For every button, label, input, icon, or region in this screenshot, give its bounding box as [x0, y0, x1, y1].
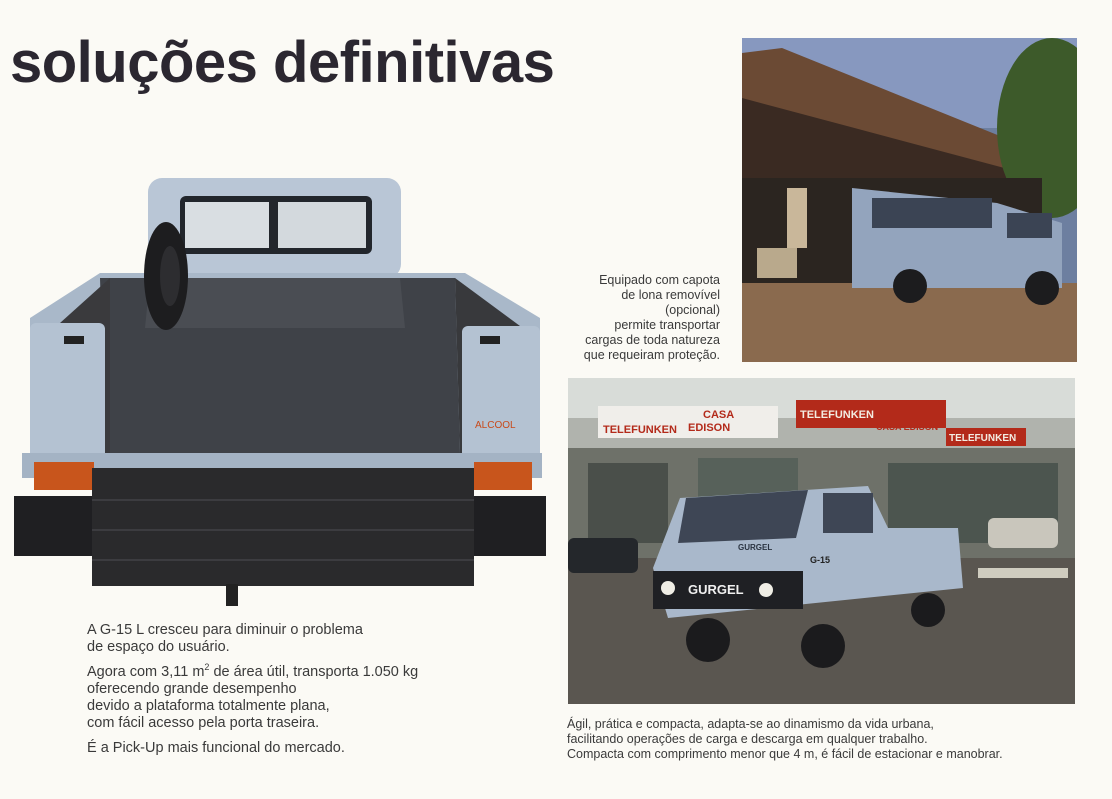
tailgate — [92, 468, 474, 586]
headline: soluções definitivas — [10, 30, 555, 95]
caption-line: permite transportar — [614, 318, 720, 332]
description-paragraph — [87, 664, 487, 732]
text-line: Agora com 3,11 $m^2$ de área útil, transporta 1.050 kg — [87, 662, 419, 680]
caption-line: Compacta com comprimento menor que 4 m, é fácil de estacionar e manobrar. — [567, 747, 1003, 761]
person — [787, 188, 807, 248]
caption-line: Ágil, prática e compacta, adapta-se ao dinamismo da vida urbana, — [567, 717, 934, 731]
person — [757, 248, 797, 278]
alcool-badge: ALCOOL — [475, 420, 516, 431]
description-paragraph — [87, 622, 487, 656]
street-photo-caption — [567, 717, 1107, 762]
superscript: 2 — [204, 662, 210, 673]
svg-text:G-15: G-15 — [810, 555, 831, 565]
pickup-rear-photo — [0, 168, 565, 613]
parked-car — [988, 518, 1058, 548]
right-taillight — [474, 462, 532, 490]
svg-text:GURGEL: GURGEL — [738, 543, 773, 552]
caption-line: (opcional) — [665, 303, 720, 317]
svg-text:TELEFUNKEN: TELEFUNKEN — [603, 424, 677, 436]
text-line: devido a plataforma totalmente plana, — [87, 698, 330, 714]
left-taillight — [34, 462, 94, 490]
svg-text:CASA EDISON: CASA EDISON — [876, 422, 939, 432]
svg-text:TELEFUNKEN: TELEFUNKEN — [800, 409, 874, 421]
text-line: oferecendo grande desempenho — [87, 681, 297, 697]
description — [87, 622, 487, 765]
svg-text:CASA: CASA — [703, 409, 735, 421]
street-pickup-photo — [568, 378, 1075, 704]
svg-text:EDISON: EDISON — [688, 422, 731, 434]
svg-text:GURGEL: GURGEL — [688, 582, 744, 597]
svg-text:TELEFUNKEN: TELEFUNKEN — [949, 433, 1017, 444]
caption-line: de lona removível — [621, 288, 720, 302]
parked-car — [568, 538, 638, 573]
description-paragraph — [87, 740, 487, 757]
caption-line: que requeiram proteção. — [583, 348, 720, 362]
caption-line: Equipado com capota — [599, 273, 720, 287]
covered-pickup-photo — [742, 38, 1077, 362]
text-line: É a Pick-Up mais funcional do mercado. — [87, 740, 345, 756]
covered-photo-caption — [560, 273, 720, 363]
text-line: de espaço do usuário. — [87, 639, 230, 655]
caption-line: facilitando operações de carga e descarga em qualquer trabalho. — [567, 732, 928, 746]
text-line: com fácil acesso pela porta traseira. — [87, 715, 320, 731]
caption-line: cargas de toda natureza — [585, 333, 720, 347]
text-line: A G-15 L cresceu para diminuir o problema — [87, 622, 363, 638]
